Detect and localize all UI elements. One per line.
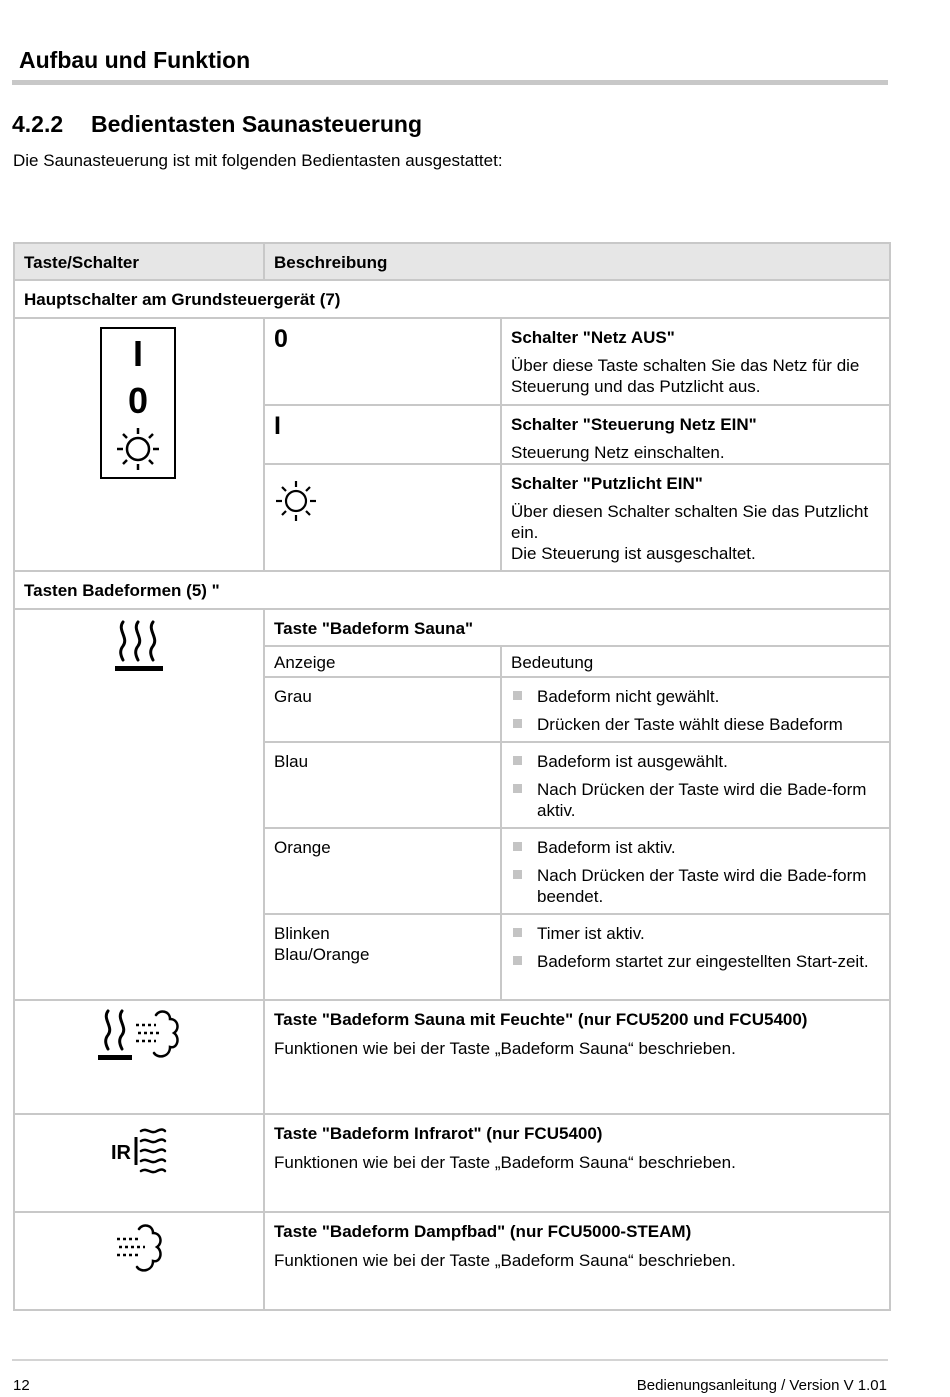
switch-text: Über diese Taste schalten Sie das Netz für die Steuerung und das Putzlicht aus. (511, 356, 860, 396)
page-number: 12 (13, 1377, 30, 1394)
infrared-icon-cell (14, 1114, 264, 1212)
switch-off-label: 0 (127, 380, 149, 421)
table-row (14, 609, 890, 646)
display-value: Blau (264, 742, 501, 828)
footer-text: Bedienungsanleitung / Version V 1.01 (636, 1377, 887, 1394)
switch-text: Über diesen Schalter schalten Sie das Putzlicht ein. (511, 502, 869, 542)
sauna-icon-cell (14, 609, 264, 1000)
list-item: Badeform nicht gewählt. (511, 686, 880, 707)
infrared-icon (109, 1123, 169, 1179)
key-title: Taste "Badeform Sauna mit Feuchte" (nur FCU5200 und FCU5400) (274, 1010, 808, 1029)
list-item: Drücken der Taste wählt diese Badeform (511, 714, 880, 735)
list-item: Nach Drücken der Taste wird die Bade-form beendet. (511, 865, 880, 907)
table-row (14, 1212, 890, 1310)
switch-text: Die Steuerung ist ausgeschaltet. (511, 544, 756, 563)
key-title: Taste "Badeform Infrarot" (nur FCU5400) (274, 1124, 603, 1143)
steam-key-description (264, 1212, 890, 1310)
switch-description-light (501, 464, 890, 571)
table-row (14, 1114, 890, 1212)
section-heading (12, 111, 422, 138)
sauna-heat-icon (109, 616, 169, 676)
symbol-one: I (274, 412, 281, 440)
sun-icon (274, 479, 318, 523)
list-item: Badeform ist ausgewählt. (511, 751, 880, 772)
infrared-label: IR (111, 1142, 131, 1164)
key-title: Taste "Badeform Dampfbad" (nur FCU5000-STEAM) (274, 1222, 692, 1241)
control-keys-table (13, 242, 891, 1311)
switch-description-on (501, 405, 890, 464)
display-value (264, 914, 501, 1000)
running-header: Aufbau und Funktion (19, 47, 251, 73)
section-number: 4.2.2 (12, 111, 64, 137)
column-header-description: Beschreibung (264, 243, 890, 280)
sun-icon (117, 428, 159, 470)
switch-text: Steuerung Netz einschalten. (511, 443, 725, 462)
group-row (14, 571, 890, 609)
display-value-line: Blinken (274, 924, 330, 943)
list-item: Nach Drücken der Taste wird die Bade-form aktiv. (511, 779, 880, 821)
humidity-key-description (264, 1000, 890, 1114)
switch-title: Schalter "Steuerung Netz EIN" (511, 415, 757, 434)
table-row (14, 1000, 890, 1114)
meaning-header: Bedeutung (501, 646, 890, 677)
intro-text: Die Saunasteuerung ist mit folgenden Bedientasten ausgestattet: (13, 151, 503, 170)
list-item: Timer ist aktiv. (511, 923, 880, 944)
sauna-humidity-icon (96, 1007, 182, 1065)
group-title-main-switch: Hauptschalter am Grundsteuergerät (7) (14, 280, 890, 318)
switch-symbol-light (264, 464, 501, 571)
humidity-icon-cell (14, 1000, 264, 1114)
table-row (14, 318, 890, 405)
header-rule (12, 80, 888, 85)
column-header-key: Taste/Schalter (14, 243, 264, 280)
switch-on-label: I (132, 333, 144, 374)
meaning-cell (501, 677, 890, 742)
switch-symbol-off (264, 318, 501, 405)
meaning-cell (501, 828, 890, 914)
group-row (14, 280, 890, 318)
main-switch-icon (100, 327, 178, 481)
steam-bath-icon (111, 1221, 167, 1277)
table-header-row (14, 243, 890, 280)
meaning-cell (501, 742, 890, 828)
symbol-zero: 0 (274, 325, 288, 353)
display-value: Orange (264, 828, 501, 914)
footer-rule (12, 1359, 888, 1361)
switch-symbol-on (264, 405, 501, 464)
list-item: Badeform ist aktiv. (511, 837, 880, 858)
group-title-bath-forms: Tasten Badeformen (5) " (14, 571, 890, 609)
section-title: Bedientasten Saunasteuerung (91, 111, 423, 137)
switch-description-off (501, 318, 890, 405)
meaning-cell (501, 914, 890, 1000)
key-text: Funktionen wie bei der Taste „Badeform Sauna“ beschrieben. (274, 1039, 736, 1058)
switch-title: Schalter "Putzlicht EIN" (511, 474, 703, 493)
display-header: Anzeige (264, 646, 501, 677)
infrared-key-description (264, 1114, 890, 1212)
sauna-key-title: Taste "Badeform Sauna" (264, 609, 890, 646)
display-value-line: Blau/Orange (274, 945, 370, 964)
display-value: Grau (264, 677, 501, 742)
main-switch-cell (14, 318, 264, 571)
list-item: Badeform startet zur eingestellten Start-zeit. (511, 951, 880, 972)
key-text: Funktionen wie bei der Taste „Badeform Sauna“ beschrieben. (274, 1153, 736, 1172)
switch-title: Schalter "Netz AUS" (511, 328, 675, 347)
key-text: Funktionen wie bei der Taste „Badeform Sauna“ beschrieben. (274, 1251, 736, 1270)
steam-icon-cell (14, 1212, 264, 1310)
